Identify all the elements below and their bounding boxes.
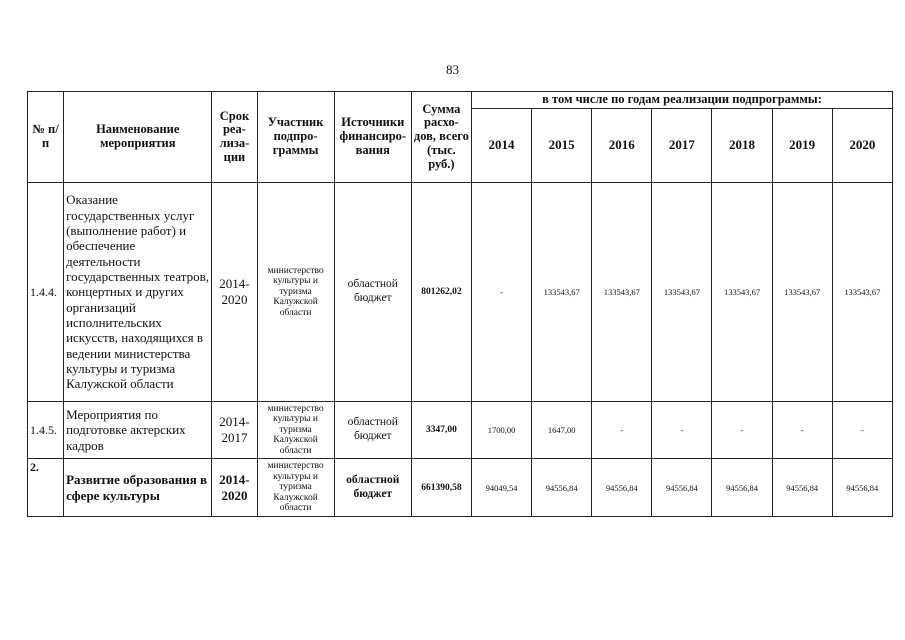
- row-year-value: -: [832, 402, 892, 459]
- row-year-value: 133543,67: [592, 183, 652, 402]
- row-year-value: 94556,84: [772, 459, 832, 517]
- header-source: Источники финансиро-вания: [334, 92, 411, 183]
- row-year-value: 133543,67: [772, 183, 832, 402]
- row-year-value: 133543,67: [532, 183, 592, 402]
- row-period: 2014-2020: [212, 459, 257, 517]
- row-year-value: 133543,67: [712, 183, 772, 402]
- row-source: областной бюджет: [334, 459, 411, 517]
- row-year-value: 133543,67: [832, 183, 892, 402]
- header-year: 2018: [712, 109, 772, 183]
- header-num: № п/п: [28, 92, 64, 183]
- header-year: 2014: [471, 109, 531, 183]
- header-year: 2020: [832, 109, 892, 183]
- header-years-title: в том числе по годам реализации подпрограммы:: [471, 92, 892, 109]
- row-year-value: 94556,84: [592, 459, 652, 517]
- row-num: 1.4.5.: [28, 402, 64, 459]
- row-name: Развитие образования в сфере культуры: [64, 459, 212, 517]
- row-year-value: 94556,84: [832, 459, 892, 517]
- header-name: Наименование мероприятия: [64, 92, 212, 183]
- row-year-value: 133543,67: [652, 183, 712, 402]
- row-participant: министерство культуры и туризма Калужской области: [257, 402, 334, 459]
- table-row: [28, 402, 893, 459]
- header-year: 2019: [772, 109, 832, 183]
- row-total: 801262,02: [411, 183, 471, 402]
- budget-table: [27, 91, 893, 517]
- row-year-value: 94049,54: [471, 459, 531, 517]
- row-year-value: 1700,00: [471, 402, 531, 459]
- row-year-value: 94556,84: [532, 459, 592, 517]
- header-period: Срок реа-лиза-ции: [212, 92, 257, 183]
- header-participant: Участник подпро-граммы: [257, 92, 334, 183]
- row-total: 3347,00: [411, 402, 471, 459]
- row-period: 2014-2017: [212, 402, 257, 459]
- row-year-value: -: [592, 402, 652, 459]
- row-period: 2014-2020: [212, 183, 257, 402]
- header-total: Сумма расхо-дов, всего (тыс. руб.): [411, 92, 471, 183]
- header-row-1: [28, 92, 893, 109]
- row-year-value: -: [712, 402, 772, 459]
- row-year-value: -: [471, 183, 531, 402]
- row-num: 1.4.4.: [28, 183, 64, 402]
- header-year: 2016: [592, 109, 652, 183]
- row-name: Оказание государственных услуг (выполнение работ) и обеспечение деятельности государственных театров, концертных и других организаций исполнительских искусств, находящихся в ведении министерства культуры и туризма Калужской области: [64, 183, 212, 402]
- row-participant: министерство культуры и туризма Калужской области: [257, 183, 334, 402]
- table-row: [28, 459, 893, 517]
- row-year-value: 1647,00: [532, 402, 592, 459]
- header-year: 2017: [652, 109, 712, 183]
- page-number: 83: [446, 62, 459, 77]
- header-year: 2015: [532, 109, 592, 183]
- row-year-value: 94556,84: [652, 459, 712, 517]
- row-year-value: 94556,84: [712, 459, 772, 517]
- row-source: областной бюджет: [334, 183, 411, 402]
- row-year-value: -: [652, 402, 712, 459]
- row-num: 2.: [28, 459, 64, 517]
- row-total: 661390,58: [411, 459, 471, 517]
- row-source: областной бюджет: [334, 402, 411, 459]
- table-row: [28, 183, 893, 402]
- row-participant: министерство культуры и туризма Калужской области: [257, 459, 334, 517]
- row-name: Мероприятия по подготовке актерских кадров: [64, 402, 212, 459]
- row-year-value: -: [772, 402, 832, 459]
